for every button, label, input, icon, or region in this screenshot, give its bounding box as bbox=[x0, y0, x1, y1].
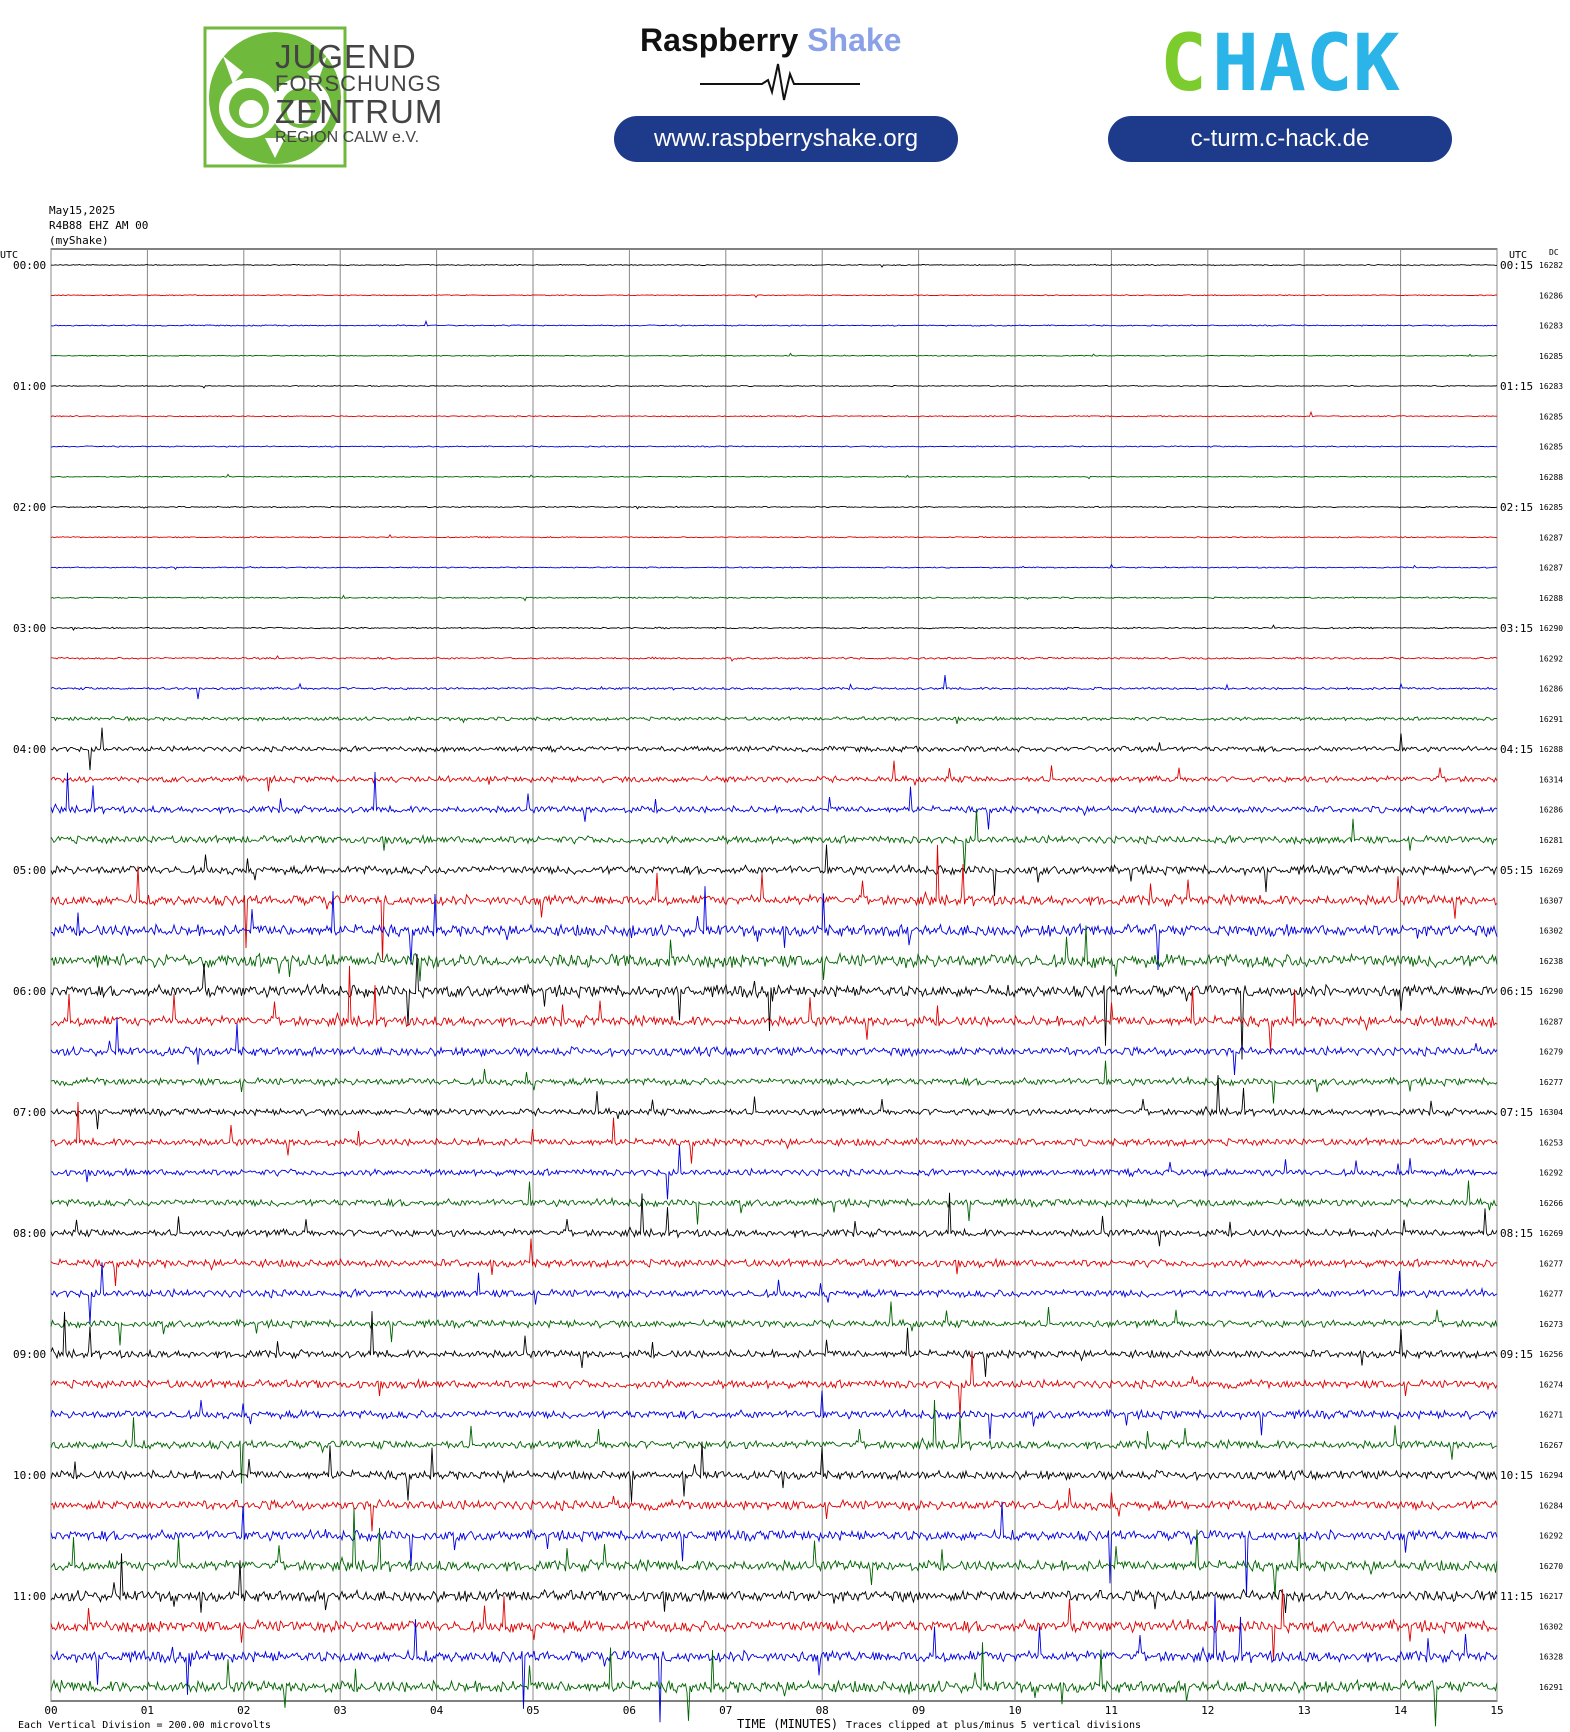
dc-value-label: 16287 bbox=[1539, 563, 1564, 573]
seismic-trace bbox=[51, 535, 1497, 538]
chart-labels bbox=[0, 248, 1563, 1717]
rs-title-a: Raspberry bbox=[640, 22, 799, 58]
left-hour-label: 07:00 bbox=[13, 1106, 47, 1119]
left-hour-label: 01:00 bbox=[13, 380, 47, 393]
dc-value-label: 16290 bbox=[1539, 624, 1564, 633]
seismic-trace bbox=[51, 596, 1497, 601]
x-tick-label: 00 bbox=[44, 1704, 58, 1717]
seismic-trace bbox=[51, 1181, 1497, 1225]
chart-traces bbox=[51, 264, 1497, 1726]
right-hour-label: 09:15 bbox=[1500, 1348, 1534, 1361]
seismic-trace bbox=[51, 1018, 1497, 1075]
dc-value-label: 16277 bbox=[1539, 1289, 1564, 1299]
dc-value-label: 16288 bbox=[1539, 472, 1564, 482]
dc-value-label: 16277 bbox=[1539, 1077, 1564, 1087]
left-hour-label: 05:00 bbox=[13, 864, 47, 877]
scale-note: Each Vertical Division = 200.00 microvolts bbox=[18, 1720, 271, 1731]
seismic-trace bbox=[51, 675, 1497, 699]
x-tick-label: 05 bbox=[526, 1704, 540, 1717]
plot-source: (myShake) bbox=[49, 234, 109, 247]
dc-value-label: 16285 bbox=[1539, 442, 1564, 452]
seismic-trace bbox=[51, 506, 1497, 508]
seismic-trace bbox=[51, 1502, 1497, 1596]
dc-value-label: 16291 bbox=[1539, 1682, 1564, 1692]
seismic-trace bbox=[51, 1262, 1497, 1324]
x-tick-label: 08 bbox=[815, 1704, 829, 1717]
dc-value-label: 16287 bbox=[1539, 1017, 1564, 1027]
right-hour-label: 10:15 bbox=[1500, 1469, 1534, 1482]
dc-value-label: 16291 bbox=[1539, 714, 1564, 724]
x-tick-label: 15 bbox=[1490, 1704, 1504, 1717]
left-hour-label: 11:00 bbox=[13, 1590, 47, 1603]
dc-value-label: 16328 bbox=[1539, 1652, 1564, 1662]
seismic-trace bbox=[51, 717, 1497, 724]
dc-value-label: 16269 bbox=[1539, 1229, 1564, 1238]
right-hour-label: 05:15 bbox=[1500, 864, 1534, 877]
raspberry-shake-url-link[interactable]: www.raspberryshake.org bbox=[614, 116, 958, 162]
dc-value-label: 16314 bbox=[1539, 775, 1564, 785]
dc-value-label: 16286 bbox=[1539, 684, 1564, 694]
seismic-trace bbox=[51, 1239, 1497, 1287]
x-tick-label: 07 bbox=[719, 1704, 733, 1717]
x-tick-label: 12 bbox=[1201, 1704, 1215, 1717]
seismic-trace bbox=[51, 386, 1497, 388]
dc-value-label: 16269 bbox=[1539, 866, 1564, 875]
dc-value-label: 16266 bbox=[1539, 1198, 1564, 1208]
jfz-line-4: REGION CALW e.V. bbox=[275, 129, 420, 146]
seismic-trace bbox=[51, 264, 1497, 267]
x-tick-label: 11 bbox=[1104, 1704, 1119, 1717]
seismic-trace bbox=[51, 1351, 1497, 1417]
left-hour-label: 06:00 bbox=[13, 985, 47, 998]
chack-logo-hack: HACK bbox=[1212, 30, 1400, 100]
x-tick-label: 10 bbox=[1008, 1704, 1022, 1717]
dc-value-label: 16285 bbox=[1539, 351, 1564, 361]
seismic-trace bbox=[51, 845, 1497, 896]
seismic-trace bbox=[51, 1391, 1497, 1440]
right-hour-label: 01:15 bbox=[1500, 380, 1534, 393]
clip-note: Traces clipped at plus/minus 5 vertical divisions bbox=[846, 1720, 1142, 1731]
left-hour-label: 03:00 bbox=[13, 622, 47, 635]
plot-date: May15,2025 bbox=[49, 204, 116, 217]
dc-value-label: 16217 bbox=[1539, 1592, 1564, 1601]
right-axis-caption: UTC bbox=[1509, 250, 1528, 261]
right-hour-label: 06:15 bbox=[1500, 985, 1534, 998]
dc-value-label: 16279 bbox=[1539, 1047, 1564, 1057]
seismic-trace bbox=[51, 954, 1497, 1060]
seismic-trace bbox=[51, 656, 1497, 661]
dc-value-label: 16283 bbox=[1539, 321, 1564, 331]
dc-value-label: 16288 bbox=[1539, 593, 1564, 603]
dc-value-label: 16284 bbox=[1539, 1501, 1564, 1511]
right-hour-label: 08:15 bbox=[1500, 1227, 1534, 1240]
dc-value-label: 16292 bbox=[1539, 1168, 1564, 1178]
left-hour-label: 00:00 bbox=[13, 259, 47, 272]
right-hour-label: 00:15 bbox=[1500, 259, 1534, 272]
chack-url-link[interactable]: c-turm.c-hack.de bbox=[1108, 116, 1452, 162]
dc-value-label: 16277 bbox=[1539, 1259, 1564, 1269]
dc-value-label: 16294 bbox=[1539, 1471, 1564, 1480]
dc-value-label: 16302 bbox=[1539, 926, 1564, 936]
x-tick-label: 14 bbox=[1393, 1704, 1408, 1717]
dc-value-label: 16288 bbox=[1539, 745, 1564, 754]
jfz-line-1: JUGEND bbox=[275, 38, 417, 75]
dc-value-label: 16273 bbox=[1539, 1319, 1564, 1329]
right-hour-label: 03:15 bbox=[1500, 622, 1534, 635]
dc-value-label: 16287 bbox=[1539, 533, 1564, 543]
dc-value-label: 16253 bbox=[1539, 1138, 1564, 1148]
seismic-trace bbox=[51, 1302, 1497, 1346]
dc-value-label: 16283 bbox=[1539, 382, 1564, 391]
right-hour-label: 02:15 bbox=[1500, 501, 1534, 514]
dc-value-label: 16256 bbox=[1539, 1350, 1564, 1359]
seismic-trace bbox=[51, 625, 1497, 630]
x-tick-label: 13 bbox=[1297, 1704, 1311, 1717]
right-hour-label: 07:15 bbox=[1500, 1106, 1534, 1119]
seismic-trace bbox=[51, 1442, 1497, 1502]
seismic-trace bbox=[51, 321, 1497, 326]
dc-value-label: 16282 bbox=[1539, 261, 1564, 270]
seismic-trace bbox=[51, 295, 1497, 298]
seismic-trace bbox=[51, 1642, 1497, 1726]
seismic-trace bbox=[51, 446, 1497, 447]
dc-value-label: 16270 bbox=[1539, 1561, 1564, 1571]
chack-logo-c: C bbox=[1160, 30, 1207, 100]
dc-value-label: 16238 bbox=[1539, 956, 1564, 966]
dc-value-label: 16286 bbox=[1539, 805, 1564, 815]
seismic-trace bbox=[51, 1061, 1497, 1104]
left-axis-caption: UTC bbox=[0, 250, 19, 261]
x-tick-label: 04 bbox=[429, 1704, 444, 1717]
x-tick-label: 06 bbox=[622, 1704, 637, 1717]
dc-value-label: 16274 bbox=[1539, 1380, 1564, 1390]
seismic-trace bbox=[51, 926, 1497, 982]
dc-value-label: 16302 bbox=[1539, 1622, 1564, 1632]
dc-value-label: 16290 bbox=[1539, 987, 1564, 996]
seismic-trace bbox=[51, 412, 1497, 417]
plot-frame bbox=[51, 249, 1497, 1701]
seismic-trace bbox=[51, 809, 1497, 871]
right-hour-label: 11:15 bbox=[1500, 1590, 1534, 1603]
plot-station: R4B88 EHZ AM 00 bbox=[49, 219, 149, 232]
seismic-trace bbox=[51, 966, 1497, 1051]
left-hour-label: 10:00 bbox=[13, 1469, 47, 1482]
left-hour-label: 04:00 bbox=[13, 743, 47, 756]
left-hour-label: 08:00 bbox=[13, 1227, 47, 1240]
seismic-trace bbox=[51, 761, 1497, 792]
seismic-trace bbox=[51, 1488, 1497, 1531]
jfz-line-3: ZENTRUM bbox=[275, 93, 444, 130]
rs-title-b: Shake bbox=[807, 22, 902, 58]
dc-value-label: 16285 bbox=[1539, 412, 1564, 422]
dc-value-label: 16307 bbox=[1539, 896, 1564, 906]
seismic-trace bbox=[51, 565, 1497, 570]
seismic-trace bbox=[51, 1589, 1497, 1661]
seismic-trace bbox=[51, 353, 1497, 356]
seismic-trace bbox=[51, 1145, 1497, 1199]
dc-value-label: 16304 bbox=[1539, 1108, 1564, 1117]
seismic-trace bbox=[51, 728, 1497, 771]
dc-value-label: 16286 bbox=[1539, 291, 1564, 301]
x-axis-label: TIME (MINUTES) bbox=[737, 1717, 839, 1731]
x-tick-label: 03 bbox=[333, 1704, 347, 1717]
right-hour-label: 04:15 bbox=[1500, 743, 1534, 756]
jfz-line-2: FORSCHUNGS bbox=[275, 71, 442, 96]
x-tick-label: 02 bbox=[237, 1704, 251, 1717]
seismic-trace bbox=[51, 845, 1497, 960]
dc-value-label: 16285 bbox=[1539, 503, 1564, 512]
seismic-trace bbox=[51, 1596, 1497, 1722]
dc-value-label: 16292 bbox=[1539, 654, 1564, 664]
dc-value-label: 16292 bbox=[1539, 1531, 1564, 1541]
seismic-trace bbox=[51, 772, 1497, 829]
dc-value-label: 16281 bbox=[1539, 835, 1564, 845]
dc-value-label: 16271 bbox=[1539, 1410, 1564, 1420]
left-hour-label: 02:00 bbox=[13, 501, 47, 514]
left-hour-label: 09:00 bbox=[13, 1348, 47, 1361]
dc-caption: DC bbox=[1549, 248, 1559, 257]
x-tick-label: 09 bbox=[911, 1704, 926, 1717]
seismic-trace bbox=[51, 474, 1497, 478]
x-tick-label: 01 bbox=[140, 1704, 155, 1717]
seismic-trace bbox=[51, 1553, 1497, 1613]
chart-grid bbox=[51, 249, 1497, 1701]
dc-value-label: 16267 bbox=[1539, 1440, 1564, 1450]
seismic-trace bbox=[51, 1508, 1497, 1597]
